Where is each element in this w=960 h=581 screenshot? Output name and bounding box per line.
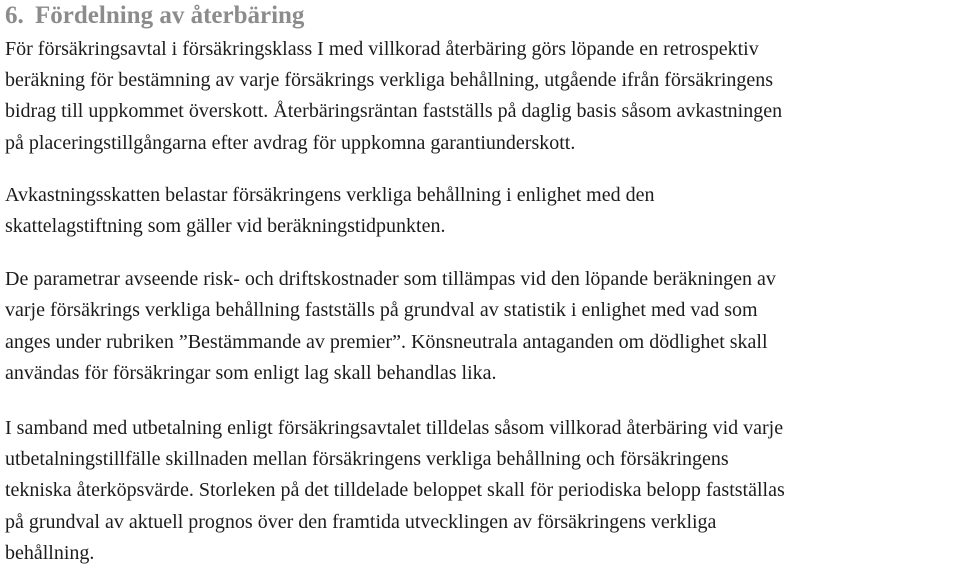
paragraph-line: anges under rubriken ”Bestämmande av premier”. Könsneutrala antaganden om dödlighet skall <box>5 330 768 353</box>
paragraph-line: på grundval av aktuell prognos över den framtida utvecklingen av försäkringens verkliga <box>5 510 717 533</box>
section-number: 6. <box>5 2 24 29</box>
paragraph-cost-parameters <box>5 264 957 389</box>
paragraph-line: För försäkringsavtal i försäkringsklass I med villkorad återbäring görs löpande en retrospektiv <box>5 38 759 60</box>
paragraph-line: Avkastningsskatten belastar försäkringens verkliga behållning i enlighet med den <box>5 183 655 206</box>
paragraph-line: varje försäkrings verkliga behållning fastställs på grundval av statistik i enlighet med vad som <box>5 299 758 322</box>
paragraph-yield-tax <box>5 180 957 242</box>
paragraph-line: behållning. <box>5 541 95 564</box>
document-page <box>5 0 957 569</box>
section-heading <box>5 0 957 31</box>
paragraph-line: bidrag till uppkommet överskott. Återbäringsräntan fastställs på daglig basis såsom avkastningen <box>5 100 783 123</box>
paragraph-payout-allocation <box>5 413 957 569</box>
paragraph-line: De parametrar avseende risk- och driftskostnader som tillämpas vid den löpande beräkningen av <box>5 268 776 291</box>
paragraph-profit-distribution <box>5 34 957 159</box>
paragraph-line: användas för försäkringar som enligt lag skall behandlas lika. <box>5 361 497 384</box>
paragraph-line: tekniska återköpsvärde. Storleken på det tilldelade beloppet skall för periodiska belopp fastställas <box>5 479 785 502</box>
paragraph-line: utbetalningstillfälle skillnaden mellan försäkringens verkliga behållning och försäkringens <box>5 448 729 471</box>
paragraph-line: I samband med utbetalning enligt försäkringsavtalet tilldelas såsom villkorad återbäring vid varje <box>5 417 784 440</box>
paragraph-line: skattelagstiftning som gäller vid beräkningstidpunkten. <box>5 215 446 238</box>
section-title: Fördelning av återbäring <box>35 2 305 29</box>
paragraph-line: på placeringstillgångarna efter avdrag för uppkomna garantiunderskott. <box>5 131 576 154</box>
paragraph-line: beräkning för bestämning av varje försäkrings verkliga behållning, utgående ifrån försäkringens <box>5 69 774 92</box>
